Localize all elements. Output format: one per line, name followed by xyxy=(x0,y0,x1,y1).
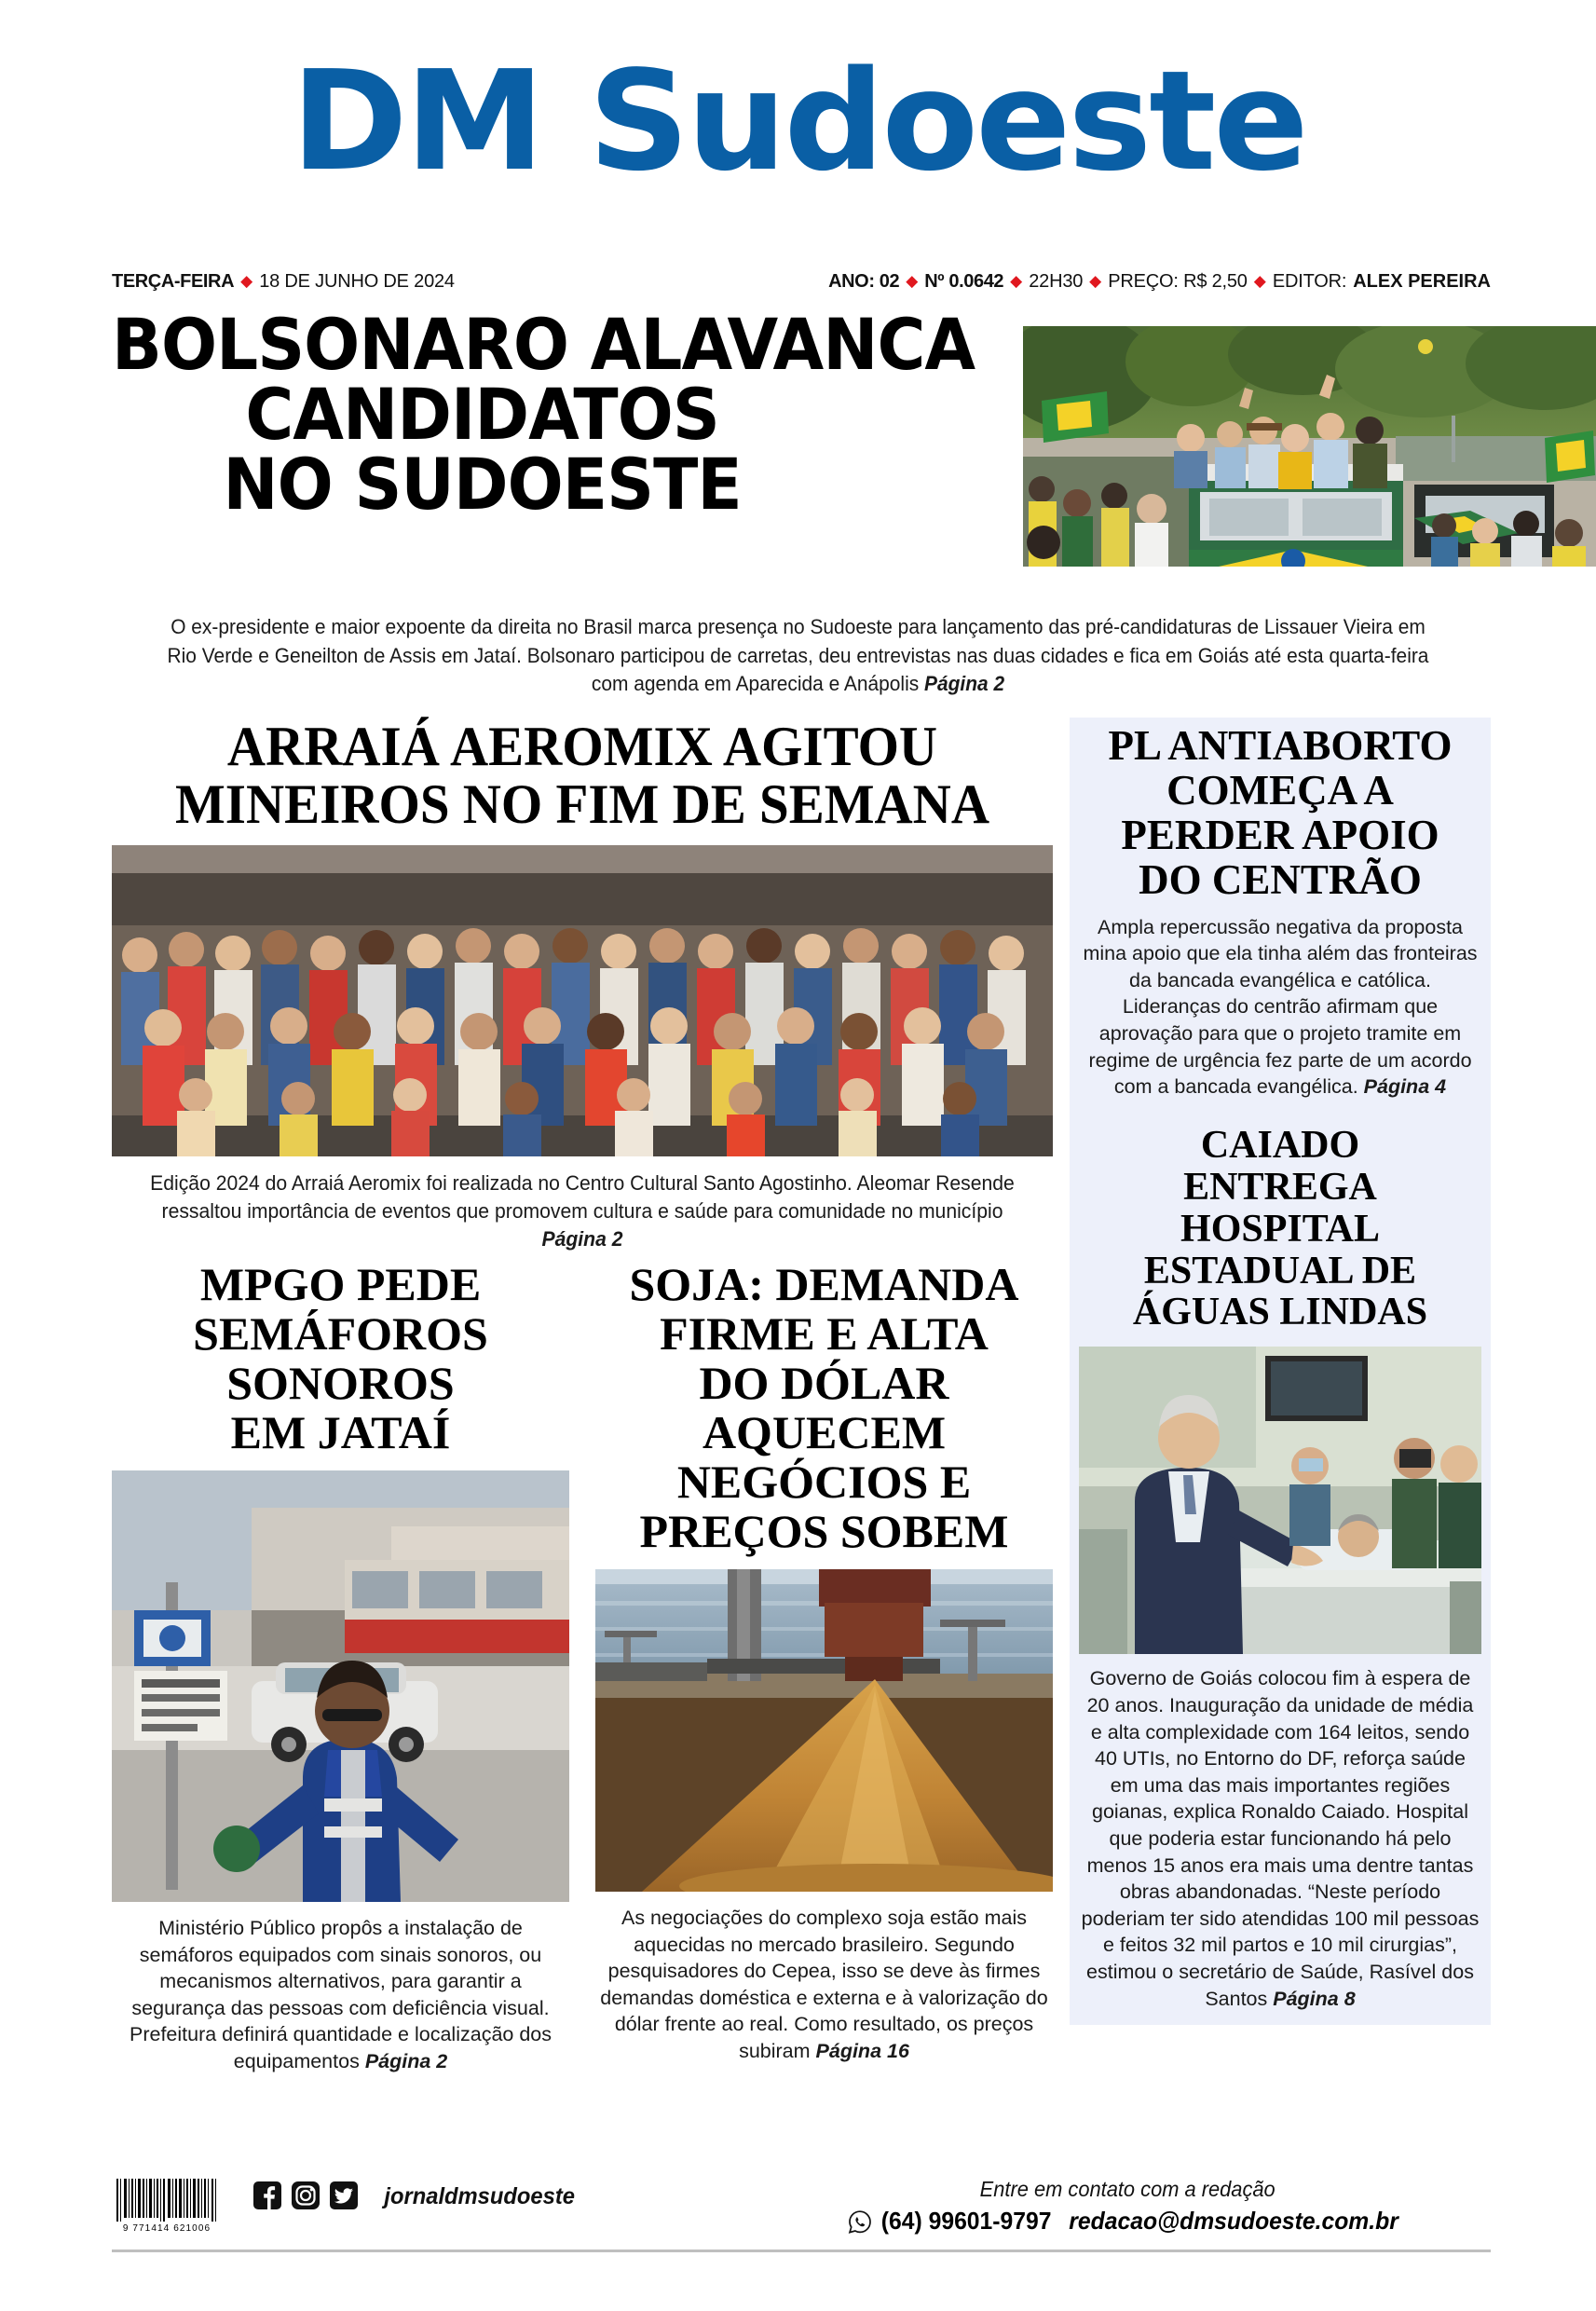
diamond-separator-icon: ◆ xyxy=(906,271,919,290)
barcode-number: 9 771414 621006 xyxy=(122,2223,211,2234)
antiaborto-headline-line-2: COMEÇA A xyxy=(1166,767,1394,814)
info-bar-right xyxy=(828,271,1491,293)
soja-headline-line-5: NEGÓCIOS E xyxy=(676,1456,972,1508)
mpgo-headline-line-2: SEMÁFOROS xyxy=(193,1307,488,1360)
mpgo-story xyxy=(112,1260,569,2075)
soja-photo xyxy=(595,1569,1053,1892)
lead-page-ref: Página 2 xyxy=(924,672,1005,696)
issue-number-label: Nº 0.0642 xyxy=(924,270,1004,292)
caiado-photo xyxy=(1079,1347,1481,1654)
masthead xyxy=(0,0,1596,250)
mpgo-headline xyxy=(112,1260,569,1457)
mpgo-caption xyxy=(112,1915,569,2075)
arraia-headline xyxy=(135,718,1030,834)
contact-title: Entre em contato com a redação xyxy=(979,2177,1275,2201)
caiado-hospital-photo xyxy=(1079,1347,1481,1654)
caiado-headline xyxy=(1079,1125,1481,1334)
barcode-block xyxy=(112,2179,222,2234)
antiaborto-headline xyxy=(1079,723,1481,903)
caiado-headline-line-1: CAIADO xyxy=(1200,1123,1360,1167)
lead-paragraph-text: O ex-presidente e maior expoente da direita no Brasil marca presença no Sudoeste para lançamento das pré-candidaturas de Lissauer Vieira em Rio Verde e Geneilton de Assis em Jataí. Bolsonaro participou de carretas, deu entrevistas nas duas cidades e fica em Goiás até esta quarta-feira com agenda em Aparecida e Anápolis xyxy=(167,615,1429,696)
antiaborto-body xyxy=(1079,914,1481,1101)
mid-stories xyxy=(112,1260,1053,2075)
mpgo-headline-line-1: MPGO PEDE xyxy=(199,1258,482,1310)
right-column xyxy=(1070,718,1491,2025)
semaforo-sonoro-photo xyxy=(112,1470,569,1902)
editor-name: ALEX PEREIRA xyxy=(1353,270,1491,292)
antiaborto-headline-line-1: PL ANTIABORTO xyxy=(1108,722,1453,769)
edition-time-label: 22H30 xyxy=(1029,270,1084,292)
soja-headline-line-1: SOJA: DEMANDA xyxy=(629,1258,1019,1310)
arraia-aeromix-group-photo xyxy=(112,845,1053,1156)
antiaborto-page-ref: Página 4 xyxy=(1363,1075,1447,1099)
soja-porto-embarque-photo xyxy=(595,1569,1053,1892)
soja-page-ref: Página 16 xyxy=(815,2039,909,2062)
social-handle[interactable]: jornaldmsudoeste xyxy=(384,2183,575,2209)
contact-block xyxy=(848,2177,1407,2236)
price-label: PREÇO: R$ 2,50 xyxy=(1108,270,1248,292)
antiaborto-body-text: Ampla repercussão negativa da proposta mina apoio que ela tinha além das fronteiras da bancada evangélica e católica. Lideranças do centrão afirmam que aprovação para que o projeto tramite em regime de urgência fez parte de um acordo com a bancada evangélica. xyxy=(1083,915,1478,1099)
arraia-page-ref: Página 2 xyxy=(541,1226,623,1251)
caiado-body xyxy=(1079,1665,1481,2012)
caiado-headline-line-3: HOSPITAL xyxy=(1180,1207,1380,1251)
arraia-photo xyxy=(112,845,1053,1156)
antiaborto-story xyxy=(1079,723,1481,1101)
lead-headline xyxy=(112,303,975,526)
arraia-headline-line-1: ARRAIÁ AEROMIX AGITOU xyxy=(226,716,938,777)
lead-paragraph xyxy=(160,613,1437,699)
lead-headline-line-2: CANDIDATOS xyxy=(245,373,719,457)
column-spacer xyxy=(1079,1101,1481,1125)
newspaper-logo xyxy=(290,41,1306,201)
logo-dm: DM xyxy=(290,41,542,201)
caiado-headline-line-5: ÁGUAS LINDAS xyxy=(1132,1291,1428,1334)
arraia-caption xyxy=(140,1169,1024,1253)
info-bar-left xyxy=(112,271,455,293)
arraia-headline-line-2: MINEIROS NO FIM DE SEMANA xyxy=(174,773,990,836)
caiado-body-text: Governo de Goiás colocou fim à espera de 20 anos. Inauguração da unidade de média e alta complexidade com 164 leitos, sendo 40 UTIs, no Entorno do DF, reforça saúde em uma das mais importantes regiões goianas, explica Ronaldo Caiado. Hospital que poderia estar funcionando há pelo menos 15 anos era mais uma dentre tantas obras abandonadas. “Neste período poderiam ter sido atendidas 100 mil pessoas e feitos 32 mil partos e 10 mil cirurgias”, estimou o secretário de Saúde, Rasível dos Santos xyxy=(1081,1667,1480,2010)
year-label: ANO: 02 xyxy=(828,270,900,292)
contact-email[interactable]: redacao@dmsudoeste.com.br xyxy=(1069,2207,1398,2235)
caiado-story xyxy=(1079,1125,1481,2012)
mpgo-page-ref: Página 2 xyxy=(364,2049,448,2072)
soja-caption-text: As negociações do complexo soja estão mais aquecidas no mercado brasileiro. Segundo pesquisadores do Cepea, isso se deve às firmes demandas doméstica e externa e à valorização do dólar frente ao real. Como resultado, os preços subiram xyxy=(600,1907,1048,2062)
social-links[interactable] xyxy=(253,2181,580,2210)
mpgo-headline-line-3: SONOROS xyxy=(226,1357,455,1409)
contact-details xyxy=(848,2207,1407,2236)
whatsapp-icon[interactable] xyxy=(848,2209,872,2234)
soja-headline-line-2: FIRME E ALTA xyxy=(660,1307,989,1360)
mpgo-headline-line-4: EM JATAÍ xyxy=(230,1406,451,1458)
logo-sudoeste: Sudoeste xyxy=(587,41,1306,201)
arraia-caption-text: Edição 2024 do Arraiá Aeromix foi realizada no Centro Cultural Santo Agostinho. Aleomar Resende ressaltou importância de eventos que promovem cultura e saúde para comunidade no município xyxy=(150,1170,1015,1223)
editor-label: EDITOR: xyxy=(1272,270,1347,292)
contact-phone[interactable]: (64) 99601-9797 xyxy=(880,2207,1052,2235)
facebook-icon[interactable] xyxy=(253,2181,281,2209)
lead-headline-line-3: NO SUDOESTE xyxy=(223,443,742,526)
soja-story xyxy=(595,1260,1053,2075)
barcode-icon xyxy=(115,2179,219,2222)
instagram-icon[interactable] xyxy=(292,2181,320,2209)
caiado-headline-line-2: ENTREGA xyxy=(1183,1165,1377,1209)
diamond-separator-icon: ◆ xyxy=(1253,271,1266,290)
footer-divider xyxy=(112,2249,1491,2252)
caiado-page-ref: Página 8 xyxy=(1273,1987,1356,2010)
arraia-story xyxy=(112,718,1053,1253)
soja-headline xyxy=(595,1260,1053,1556)
date-label: 18 DE JUNHO DE 2024 xyxy=(259,270,455,292)
antiaborto-headline-line-3: PERDER APOIO xyxy=(1121,812,1439,859)
weekday-label: TERÇA-FEIRA xyxy=(112,270,235,292)
soja-headline-line-4: AQUECEM xyxy=(702,1406,947,1458)
diamond-separator-icon: ◆ xyxy=(240,271,253,290)
soja-headline-line-6: PREÇOS SOBEM xyxy=(639,1505,1009,1557)
antiaborto-headline-line-4: DO CENTRÃO xyxy=(1139,856,1422,904)
lead-photo xyxy=(1023,326,1596,567)
info-bar xyxy=(112,267,1491,296)
footer xyxy=(112,2177,1491,2249)
diamond-separator-icon: ◆ xyxy=(1089,271,1102,290)
bolsonaro-carreata-photo xyxy=(1023,326,1596,567)
soja-caption xyxy=(595,1905,1053,2065)
soja-headline-line-3: DO DÓLAR xyxy=(699,1357,949,1409)
mpgo-photo xyxy=(112,1470,569,1902)
lead-headline-line-1: BOLSONARO ALAVANCA xyxy=(112,303,975,386)
mpgo-caption-text: Ministério Público propôs a instalação de semáforos equipados com sinais sonoros, ou mecanismos alternativos, para garantir a segurança das pessoas com deficiência visual. Prefeitura definirá quantidade e localização dos equipamentos xyxy=(130,1917,552,2072)
twitter-icon[interactable] xyxy=(330,2181,358,2209)
diamond-separator-icon: ◆ xyxy=(1010,271,1023,290)
caiado-headline-line-4: ESTADUAL DE xyxy=(1143,1249,1417,1292)
